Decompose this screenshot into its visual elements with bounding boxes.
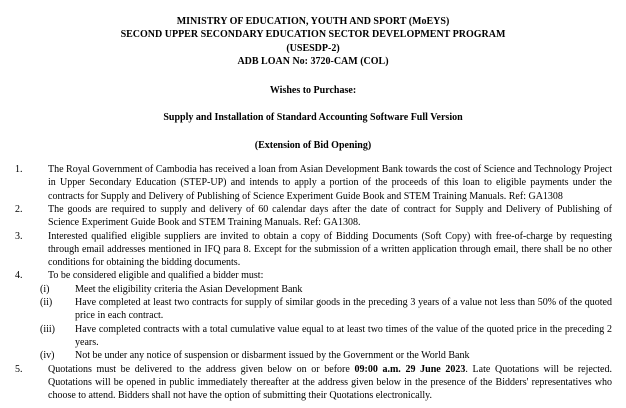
sub-item-i-marker: (i) [40,283,50,295]
list-item-4 [14,269,612,282]
list-item-2 [14,203,612,230]
list-item-4-number: 4. [15,270,23,282]
sub-item-iv-text: Not be under any notice of suspension or disbarment issued by the Government or the World Bank [75,350,470,362]
document-header [14,15,612,68]
list-item-2-number: 2. [15,203,23,215]
sub-item-iii-text: Have completed contracts with a total cumulative value equal to at least two times of the value of the quoted price in the preceding 2 years. [75,323,612,348]
sub-item-ii-marker: (ii) [40,297,53,309]
sub-item-iii [14,323,612,350]
sub-item-i-text: Meet the eligibility criteria the Asian Development Bank [75,283,303,295]
sub-item-ii [14,296,612,323]
list-item-2-text: The goods are required to supply and delivery of 60 calendar days after the date of contract for Supply and Delivery of Publishing of Science Experiment Guide Book and STEM Training Manuals. Ref: GA1308. [48,203,612,229]
ministry-name: MINISTRY OF EDUCATION, YOUTH AND SPORT (MoEYS) [176,16,450,27]
list-item-1-text: The Royal Government of Cambodia has received a loan from Asian Development Bank towards the cost of Science and Technology Project in Upper Secondary Education (STEP-UP) and intends to apply a portion of the proceeds of this loan to eligible payments under the contracts for Supply and Delivery of Publishing of Science Experiment Guide Book and STEM Training Manuals. Ref: GA1308 [48,164,612,202]
purchase-title: Supply and Installation of Standard Accounting Software Full Version [163,112,463,124]
loan-reference: ADB LOAN No: 3720-CAM (COL) [237,55,389,67]
list-item-3 [14,230,612,270]
sub-item-iv [14,349,612,362]
list-item-1-number: 1. [15,164,23,176]
list-item-3-text: Interested qualified eligible suppliers are invited to obtain a copy of Bidding Documents (Soft Copy) with free-of-charge by requesting through email addresses mentioned in IFQ para 8. Except for the submission of a written application through email, there shall be no other conditions for obtaining the bidding documents. [48,230,612,269]
sub-item-ii-text: Have completed at least two contracts for supply of similar goods in the preceding 3 years of a value not less than 50% of the quoted price in each contract. [75,297,612,322]
list-item-4-group [14,269,612,362]
list-item-3-number: 3. [15,230,23,242]
sub-item-iv-marker: (iv) [40,350,55,362]
notice-item-list [14,163,612,402]
program-name: SECOND UPPER SECONDARY EDUCATION SECTOR DEVELOPMENT PROGRAM [120,29,506,41]
bid-deadline: 09:00 a.m. 29 June 2023 [354,363,466,375]
list-item-5-text-before: Quotations must be delivered to the address given below on or before [48,363,355,375]
list-item-5-number: 5. [15,363,23,375]
list-item-5 [14,363,612,403]
extension-note: (Extension of Bid Opening) [254,139,372,151]
list-item-1 [14,163,612,203]
program-abbreviation: (USESDP-2) [286,42,340,54]
list-item-4-text: To be considered eligible and qualified a bidder must: [48,270,264,282]
wishes-to-purchase-label: Wishes to Purchase: [269,85,357,97]
list-item-5-text-after: . Late Quotations will be rejected. Quotations will be opened in public immediately thereafter at the address given below in the presence of the Bidders' representatives who choose to attend. Bidders shall not have the option of submitting their Quotations electronically. [48,363,612,402]
sub-item-iii-marker: (iii) [40,323,55,335]
sub-item-i [14,283,612,296]
